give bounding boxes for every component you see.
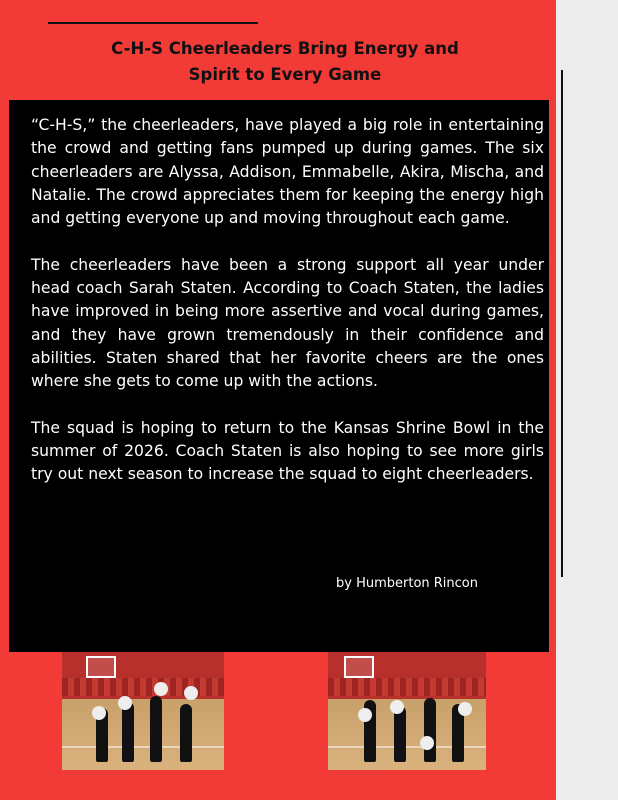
pom-pom bbox=[184, 686, 198, 700]
headline bbox=[60, 36, 510, 88]
pom-pom bbox=[154, 682, 168, 696]
pom-pom bbox=[420, 736, 434, 750]
pom-pom bbox=[92, 706, 106, 720]
cheerleader-figure bbox=[150, 696, 162, 762]
basketball-hoop bbox=[86, 656, 116, 678]
pom-pom bbox=[118, 696, 132, 710]
right-divider bbox=[561, 70, 563, 577]
bleachers bbox=[328, 678, 486, 696]
cheerleader-figure bbox=[424, 698, 436, 762]
cheerleader-figure bbox=[180, 704, 192, 762]
headline-line-2: Spirit to Every Game bbox=[188, 65, 382, 84]
court-line bbox=[62, 746, 224, 748]
paragraph-2: The cheerleaders have been a strong support all year under head coach Sarah Staten. According to Coach Staten, the ladies have improved in being more assertive and vocal during games, and they have grown tremendously in their confidence and abilities. Staten shared that her favorite cheers are the ones where she gets to come up with the actions. bbox=[31, 255, 544, 391]
cheerleader-figure bbox=[122, 702, 134, 762]
basketball-hoop bbox=[344, 656, 374, 678]
pom-pom bbox=[390, 700, 404, 714]
cheerleader-figure bbox=[394, 706, 406, 762]
top-divider bbox=[48, 22, 258, 24]
cheerleaders-photo-2 bbox=[328, 652, 486, 770]
paragraph-1: “C-H-S,” the cheerleaders, have played a big role in entertaining the crowd and getting fans pumped up during games. The six cheerleaders are Alyssa, Addison, Emmabelle, Akira, Mischa, and Natalie. The crowd appreciates them for keeping the energy high and getting everyone up and moving throughout each game. bbox=[31, 116, 544, 228]
pom-pom bbox=[358, 708, 372, 722]
pom-pom bbox=[458, 702, 472, 716]
paragraph-3: The squad is hoping to return to the Kansas Shrine Bowl in the summer of 2026. Coach Staten is also hoping to see more girls try out next season to increase the squad to eight cheerleaders. bbox=[31, 418, 544, 484]
article-body bbox=[31, 114, 544, 510]
bleachers bbox=[62, 678, 224, 696]
headline-line-1: C-H-S Cheerleaders Bring Energy and bbox=[111, 39, 459, 58]
cheerleaders-photo-1 bbox=[62, 652, 224, 770]
article-box bbox=[9, 100, 549, 652]
byline: by Humberton Rincon bbox=[336, 576, 478, 591]
